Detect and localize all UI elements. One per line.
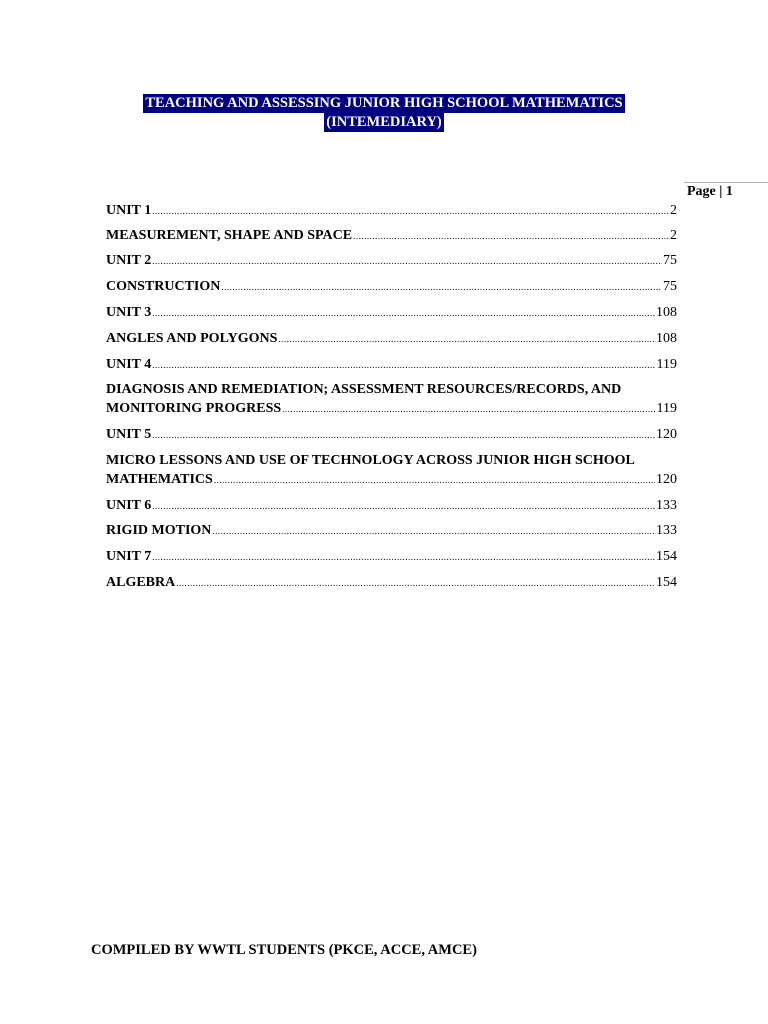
toc-entry[interactable] — [106, 277, 677, 296]
toc-entry-line — [106, 277, 677, 296]
toc-dot-leader — [152, 304, 655, 323]
toc-entry-label: MATHEMATICS — [106, 472, 213, 487]
footer-credit: COMPILED BY WWTL STUDENTS (PKCE, ACCE, AMCE) — [91, 942, 477, 958]
toc-entry-label: UNIT 4 — [106, 357, 152, 372]
toc-entry-label: MONITORING PROGRESS — [106, 401, 282, 416]
toc-dot-leader — [221, 278, 662, 297]
toc-entry-line — [106, 496, 677, 515]
toc-entry-label: MICRO LESSONS AND USE OF TECHNOLOGY ACROSS JUNIOR HIGH SCHOOL — [106, 453, 635, 468]
toc-entry-label: UNIT 1 — [106, 203, 152, 218]
toc-dot-leader — [152, 356, 655, 375]
toc-entry-label: MEASUREMENT, SHAPE AND SPACE — [106, 228, 353, 243]
toc-entry-line — [106, 355, 677, 374]
toc-entry-label: DIAGNOSIS AND REMEDIATION; ASSESSMENT RESOURCES/RECORDS, AND — [106, 382, 622, 397]
toc-dot-leader — [214, 471, 655, 490]
toc-entry[interactable] — [106, 226, 677, 245]
toc-entry-label: UNIT 5 — [106, 427, 152, 442]
toc-dot-leader — [353, 227, 669, 246]
toc-dot-leader — [152, 252, 662, 271]
toc-page-number: 75 — [663, 279, 677, 294]
toc-entry[interactable] — [106, 451, 677, 489]
toc-dot-leader — [282, 400, 655, 419]
toc-entry-line — [106, 201, 677, 220]
toc-entry-label: UNIT 3 — [106, 305, 152, 320]
toc-entry[interactable] — [106, 496, 677, 515]
toc-entry[interactable] — [106, 251, 677, 270]
toc-dot-leader — [152, 202, 669, 221]
document-title — [0, 94, 768, 132]
toc-entry-line — [106, 547, 677, 566]
toc-dot-leader — [152, 497, 655, 516]
toc-page-number: 119 — [656, 401, 677, 416]
toc-entry[interactable] — [106, 380, 677, 418]
toc-entry-line — [106, 399, 677, 418]
table-of-contents — [106, 201, 677, 592]
toc-entry[interactable] — [106, 547, 677, 566]
toc-page-number: 120 — [656, 427, 677, 442]
toc-page-number: 108 — [656, 331, 677, 346]
toc-entry-label: RIGID MOTION — [106, 523, 212, 538]
toc-entry-line — [106, 451, 677, 470]
toc-entry[interactable] — [106, 329, 677, 348]
toc-entry-line — [106, 329, 677, 348]
toc-entry-line — [106, 425, 677, 444]
toc-page-number: 154 — [656, 549, 677, 564]
toc-page-number: 108 — [656, 305, 677, 320]
toc-dot-leader — [152, 426, 655, 445]
toc-entry[interactable] — [106, 303, 677, 322]
toc-page-number: 154 — [656, 575, 677, 590]
toc-page-number: 2 — [670, 228, 677, 243]
toc-entry-label: ALGEBRA — [106, 575, 176, 590]
toc-entry-line — [106, 470, 677, 489]
header-rule — [684, 182, 768, 183]
toc-entry-label: ANGLES AND POLYGONS — [106, 331, 278, 346]
title-line-2: (INTEMEDIARY) — [326, 114, 442, 130]
toc-dot-leader — [212, 522, 655, 541]
toc-entry-line — [106, 521, 677, 540]
toc-dot-leader — [278, 330, 655, 349]
toc-entry-line — [106, 251, 677, 270]
toc-entry[interactable] — [106, 573, 677, 592]
toc-entry[interactable] — [106, 425, 677, 444]
title-line-1: TEACHING AND ASSESSING JUNIOR HIGH SCHOOL MATHEMATICS — [145, 95, 623, 111]
toc-page-number: 133 — [656, 523, 677, 538]
toc-dot-leader — [176, 574, 655, 593]
toc-entry[interactable] — [106, 201, 677, 220]
toc-entry[interactable] — [106, 521, 677, 540]
toc-page-number: 133 — [656, 498, 677, 513]
toc-entry-line — [106, 303, 677, 322]
toc-entry-line — [106, 380, 677, 399]
toc-page-number: 119 — [656, 357, 677, 372]
toc-entry-label: UNIT 7 — [106, 549, 152, 564]
toc-page-number: 2 — [670, 203, 677, 218]
toc-entry-label: CONSTRUCTION — [106, 279, 221, 294]
toc-page-number: 75 — [663, 253, 677, 268]
toc-page-number: 120 — [656, 472, 677, 487]
toc-entry-label: UNIT 6 — [106, 498, 152, 513]
page-number: Page | 1 — [687, 184, 733, 199]
toc-entry-line — [106, 573, 677, 592]
toc-entry[interactable] — [106, 355, 677, 374]
toc-entry-line — [106, 226, 677, 245]
toc-entry-label: UNIT 2 — [106, 253, 152, 268]
toc-dot-leader — [152, 548, 655, 567]
